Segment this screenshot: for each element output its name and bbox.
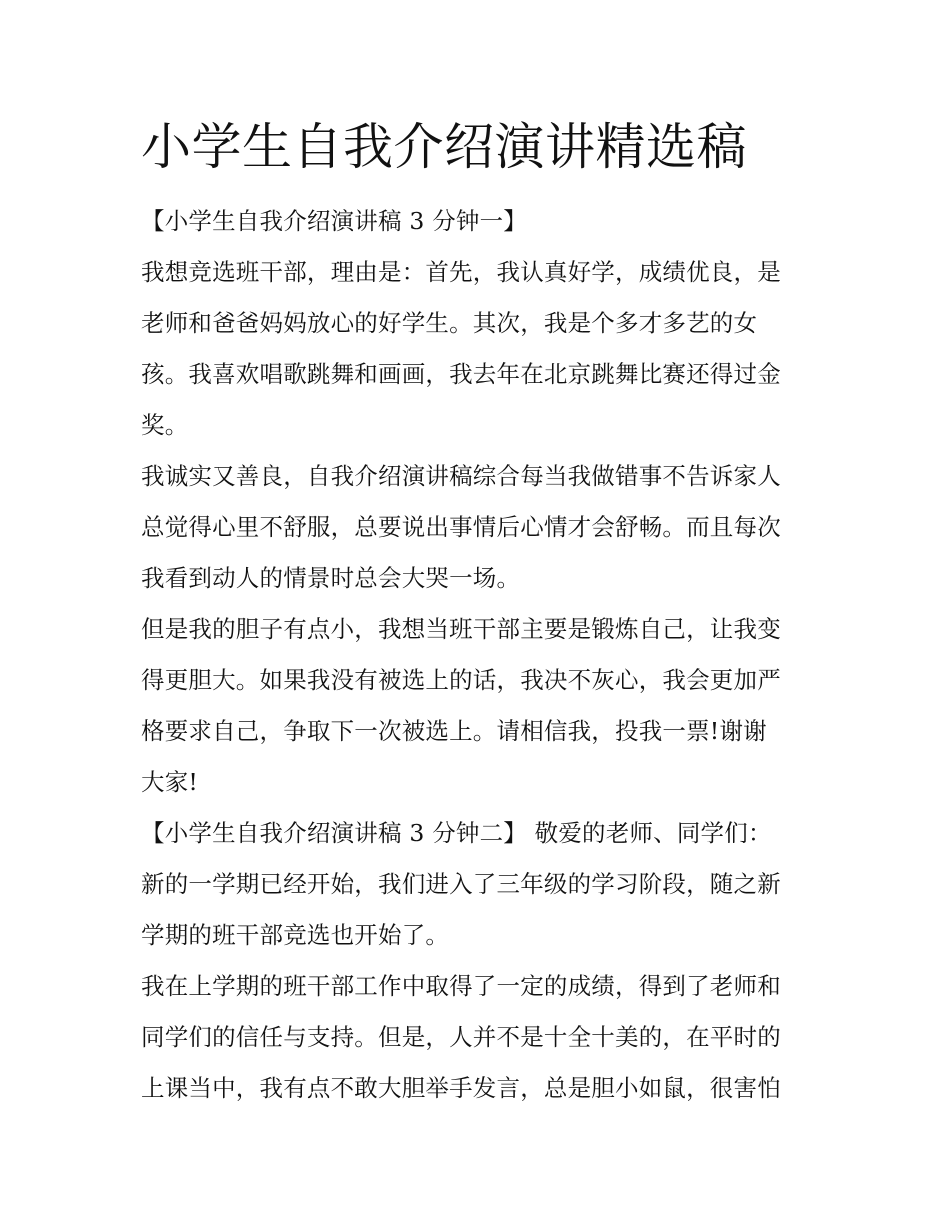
text-line: 我诚实又善良，自我介绍演讲稿综合每当我做错事不告诉家人 bbox=[141, 462, 781, 490]
text-line: 新的一学期已经开始，我们进入了三年级的学习阶段，随之新 bbox=[141, 870, 781, 898]
text-line: 奖。 bbox=[141, 411, 189, 439]
document-title: 小学生自我介绍演讲精选稿 bbox=[141, 118, 747, 176]
text-line: 学期的班干部竞选也开始了。 bbox=[141, 921, 450, 949]
text-line: 总觉得心里不舒服，总要说出事情后心情才会舒畅。而且每次 bbox=[141, 513, 781, 541]
text-line: 大家! bbox=[141, 768, 199, 796]
text-line: 老师和爸爸妈妈放心的好学生。其次，我是个多才多艺的女 bbox=[141, 309, 758, 337]
text-line: 但是我的胆子有点小，我想当班干部主要是锻炼自己，让我变 bbox=[141, 615, 781, 643]
text-line: 我想竞选班干部，理由是：首先，我认真好学，成绩优良，是 bbox=[141, 258, 781, 286]
text-line: 同学们的信任与支持。但是，人并不是十全十美的，在平时的 bbox=[141, 1023, 781, 1051]
text-line: 【小学生自我介绍演讲稿 3 分钟一】 bbox=[141, 207, 527, 235]
text-line: 孩。我喜欢唱歌跳舞和画画，我去年在北京跳舞比赛还得过金 bbox=[141, 360, 781, 388]
document-body bbox=[141, 196, 812, 1114]
text-line: 【小学生自我介绍演讲稿 3 分钟二】 敬爱的老师、同学们： bbox=[141, 819, 772, 847]
text-line: 我看到动人的情景时总会大哭一场。 bbox=[141, 564, 521, 592]
text-line: 得更胆大。如果我没有被选上的话，我决不灰心，我会更加严 bbox=[141, 666, 781, 694]
text-line: 格要求自己，争取下一次被选上。请相信我，投我一票!谢谢 bbox=[141, 717, 767, 745]
text-line: 上课当中，我有点不敢大胆举手发言，总是胆小如鼠，很害怕 bbox=[141, 1074, 781, 1102]
text-line: 我在上学期的班干部工作中取得了一定的成绩，得到了老师和 bbox=[141, 972, 781, 1000]
